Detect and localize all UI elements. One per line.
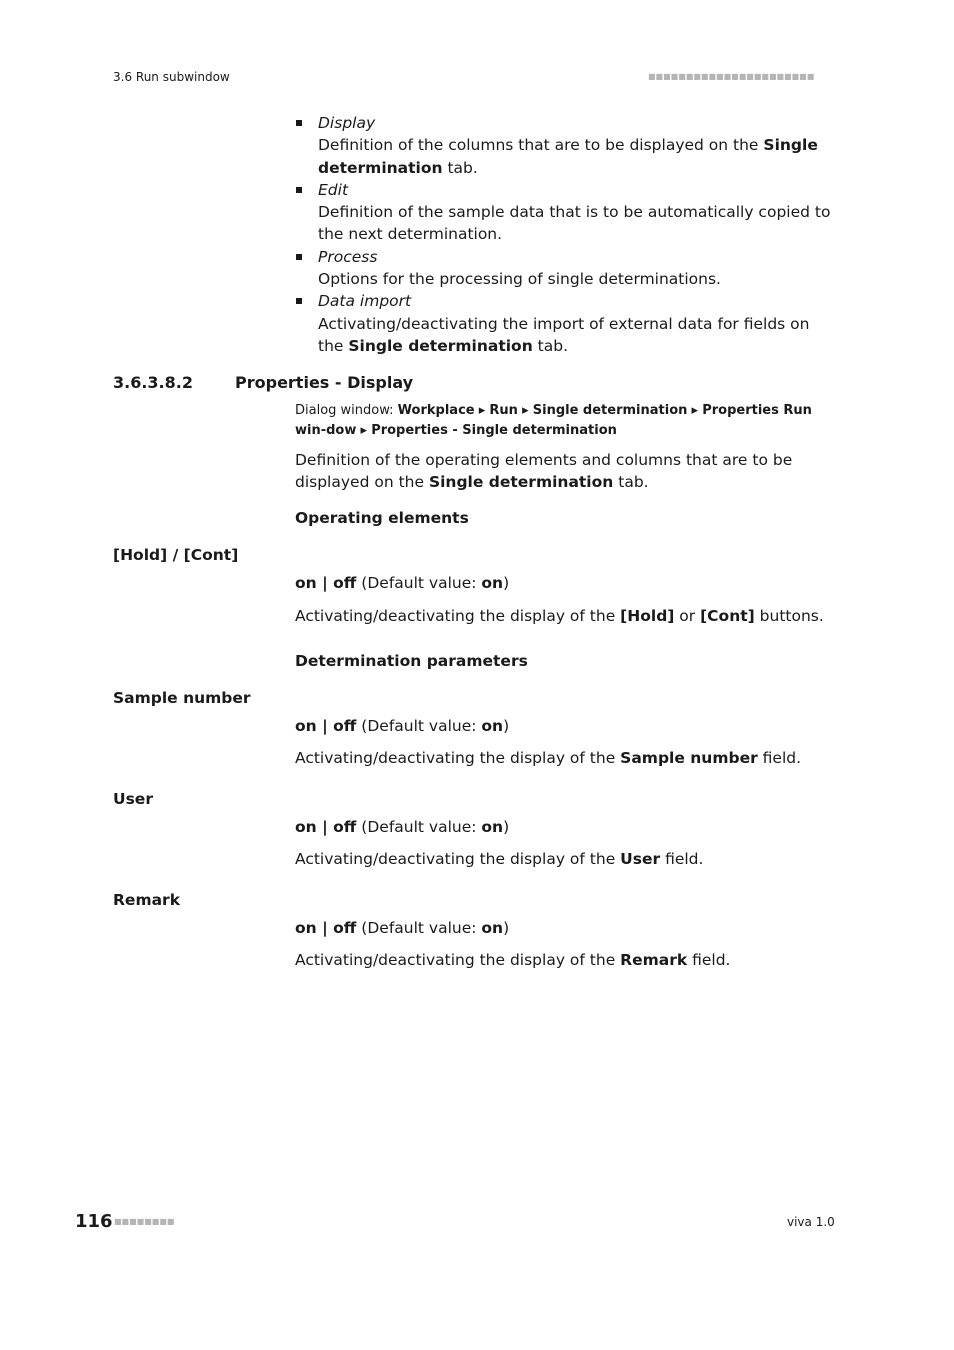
list-item-display [296, 112, 836, 179]
list-item-name: Display [318, 114, 376, 132]
list-item-desc: Options for the processing of single determinations. [318, 270, 721, 289]
bullet-icon [296, 298, 302, 304]
arrow-right-icon: ▸ [522, 403, 529, 418]
param-label-sample-number: Sample number [113, 689, 251, 707]
list-item-desc: Activating/deactivating the import of external data for fields on the Single determination tab. [318, 314, 810, 355]
tab-list [296, 112, 836, 357]
list-item-desc: Definition of the columns that are to be displayed on the Single determination tab. [318, 136, 818, 177]
page-number: 116 [75, 1211, 113, 1232]
footer-decoration: ■■■■■■■■ [114, 1217, 175, 1226]
group-heading-determination: Determination parameters [295, 652, 528, 670]
param-description: Activating/deactivating the display of the [Hold] or [Cont] buttons. [295, 607, 824, 625]
param-description: Activating/deactivating the display of the Remark field. [295, 951, 731, 969]
list-item-name: Data import [318, 292, 412, 311]
section-title: Properties - Display [235, 373, 414, 392]
param-label-user: User [113, 790, 153, 808]
list-item-desc: Definition of the sample data that is to be automatically copied to the next determination. [318, 203, 831, 244]
header-decoration: ■■■■■■■■■■■■■■■■■■■■■■ [648, 72, 815, 81]
bullet-icon [296, 187, 302, 193]
param-label-remark: Remark [113, 891, 181, 909]
param-description: Activating/deactivating the display of the User field. [295, 850, 704, 868]
dialog-path-item: Single determination [532, 403, 688, 418]
section-number: 3.6.3.8.2 [113, 373, 193, 392]
header-section-title: 3.6 Run subwindow [113, 70, 230, 84]
list-item-edit [296, 179, 836, 246]
bullet-icon [296, 120, 302, 126]
list-item-name: Edit [318, 180, 349, 199]
param-values: on | off (Default value: on) [295, 818, 510, 836]
dialog-path [295, 401, 825, 441]
arrow-right-icon: ▸ [691, 403, 699, 418]
section-heading [113, 373, 413, 392]
param-label-hold-cont: [Hold] / [Cont] [113, 546, 239, 564]
arrow-right-icon: ▸ [478, 403, 486, 418]
param-values: on | off (Default value: on) [295, 574, 510, 592]
dialog-path-item: Run [489, 403, 518, 418]
dialog-path-item: Workplace [397, 403, 475, 418]
param-description: Activating/deactivating the display of the Sample number field. [295, 749, 802, 767]
list-item-data-import [296, 290, 836, 357]
group-heading-operating: Operating elements [295, 509, 469, 527]
list-item-process [296, 246, 836, 291]
intro-paragraph: Definition of the operating elements and columns that are to be displayed on the Single determination tab. [295, 451, 793, 492]
param-values: on | off (Default value: on) [295, 919, 510, 937]
arrow-right-icon: ▸ [360, 423, 368, 438]
dialog-label: Dialog window: [295, 403, 398, 418]
product-version: viva 1.0 [787, 1215, 835, 1229]
param-values: on | off (Default value: on) [295, 717, 510, 735]
list-item-name: Process [318, 247, 378, 266]
dialog-path-item: Properties Run win-dow [295, 403, 812, 438]
dialog-path-item: Properties - Single determination [371, 423, 617, 438]
bullet-icon [296, 254, 302, 260]
